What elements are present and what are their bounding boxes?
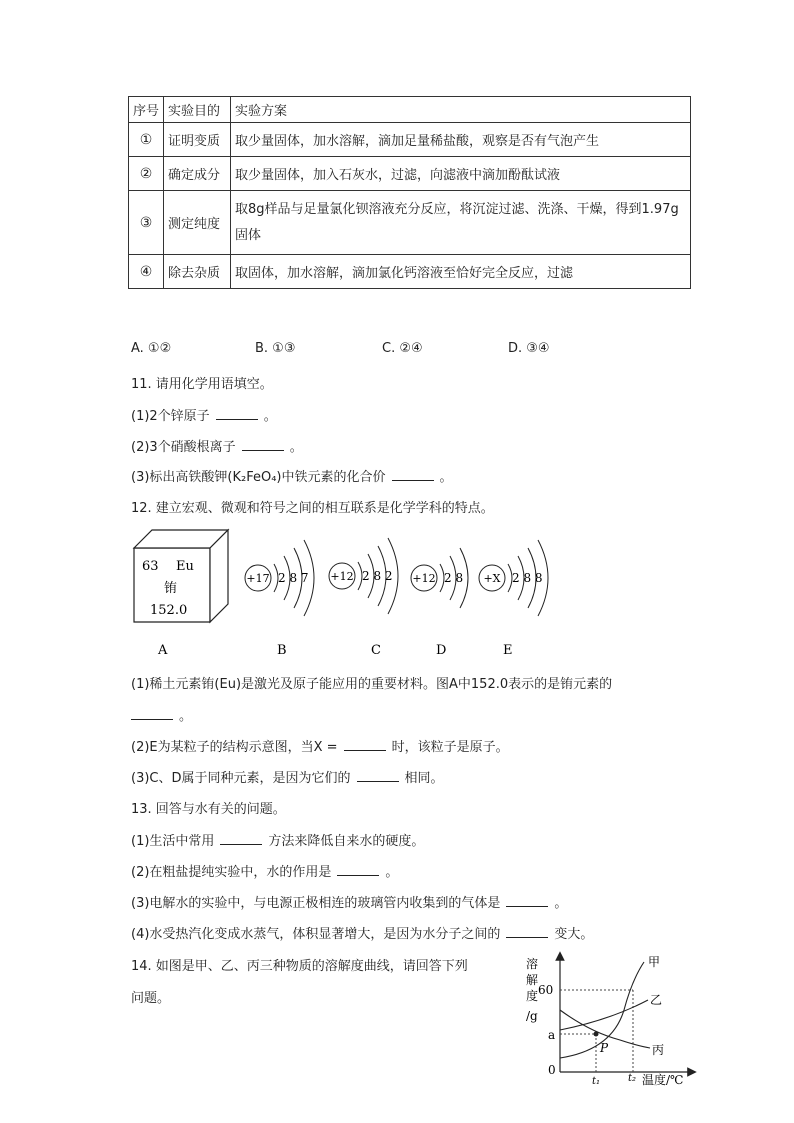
atom-structure-d	[411, 548, 468, 608]
period: 。	[289, 440, 303, 455]
option-a[interactable]: A. ①②	[131, 341, 172, 356]
period: 。	[263, 409, 277, 424]
q13-item-4-tail: 变大。	[554, 927, 594, 942]
atom-structure-b	[245, 540, 314, 616]
x-label: 温度/℃	[642, 1073, 684, 1087]
row-plan: 取8g样品与足量氯化钡溶液充分反应，将沉淀过滤、洗涤、干燥，得到1.97g固体	[231, 191, 691, 255]
option-c[interactable]: C. ②④	[382, 341, 423, 356]
x-tick: t₂	[628, 1073, 637, 1084]
header-cell: 序号	[129, 97, 164, 123]
y-label-char: 解	[526, 973, 539, 987]
row-number: ④	[129, 255, 164, 289]
row-aim: 测定纯度	[164, 191, 231, 255]
q13-title: 13. 回答与水有关的问题。	[131, 802, 286, 817]
q12-item-3-text: (3)C、D属于同种元素，是因为它们的	[131, 771, 351, 786]
answer-blank[interactable]	[506, 894, 548, 907]
q11-item-2	[131, 436, 303, 455]
y-label-char: 度	[526, 989, 539, 1003]
row-number: ①	[129, 123, 164, 157]
answer-blank[interactable]	[216, 407, 258, 420]
q11-item-2-text: (2)3个硝酸根离子	[131, 440, 236, 455]
row-aim: 确定成分	[164, 157, 231, 191]
answer-blank[interactable]	[337, 863, 379, 876]
element-card	[134, 530, 228, 622]
element-name: 铕	[164, 581, 178, 596]
nucleus-charge: +X	[483, 572, 501, 585]
row-number: ②	[129, 157, 164, 191]
table-row	[129, 255, 691, 289]
row-plan: 取少量固体，加水溶解，滴加足量稀盐酸，观察是否有气泡产生	[231, 123, 691, 157]
figure-label-b: B	[277, 643, 287, 658]
period: 。	[385, 865, 399, 880]
q11-item-1	[131, 405, 277, 424]
row-aim: 证明变质	[164, 123, 231, 157]
element-mass: 152.0	[150, 603, 188, 618]
option-b[interactable]: B. ①③	[255, 341, 296, 356]
answer-blank[interactable]	[242, 438, 284, 451]
header-cell: 实验方案	[231, 97, 691, 123]
nucleus-charge: +17	[246, 572, 270, 585]
q11-item-3	[131, 466, 453, 485]
answer-blank[interactable]	[506, 925, 548, 938]
figure-label-c: C	[371, 643, 381, 658]
table-row	[129, 191, 691, 255]
q14-line-1: 14. 如图是甲、乙、丙三种物质的溶解度曲线，请回答下列	[131, 959, 468, 974]
electron-shells: 2 8 7	[278, 571, 309, 585]
q12-item-2-text: (2)E为某粒子的结构示意图，当X =	[131, 740, 338, 755]
period: 。	[554, 896, 568, 911]
curve-label: 丙	[652, 1043, 665, 1057]
point-label: P	[600, 1041, 609, 1055]
q12-figure	[128, 524, 568, 664]
nucleus-charge: +12	[412, 572, 436, 585]
atom-structure-e	[479, 540, 548, 616]
electron-shells: 2 8 8	[512, 571, 543, 585]
period: 。	[439, 470, 453, 485]
atom-structure-c	[329, 538, 398, 614]
row-plan: 取固体，加水溶解，滴加氯化钙溶液至恰好完全反应，过滤	[231, 255, 691, 289]
q13-item-3-text: (3)电解水的实验中，与电源正极相连的玻璃管内收集到的气体是	[131, 896, 501, 911]
answer-blank[interactable]	[357, 769, 399, 782]
answer-blank[interactable]	[392, 468, 434, 481]
y-tick: 0	[548, 1063, 556, 1077]
header-cell: 实验目的	[164, 97, 231, 123]
q11-title: 11. 请用化学用语填空。	[131, 377, 273, 392]
answer-blank[interactable]	[344, 738, 386, 751]
row-aim: 除去杂质	[164, 255, 231, 289]
y-tick: a	[548, 1028, 556, 1042]
y-label-char: /g	[526, 1009, 538, 1023]
option-d[interactable]: D. ③④	[508, 341, 550, 356]
element-number: 63	[142, 559, 159, 574]
q13-item-3	[131, 892, 567, 911]
x-tick: t₁	[592, 1076, 601, 1087]
table-row	[129, 157, 691, 191]
figure-label-d: D	[436, 643, 447, 658]
experiment-table	[128, 96, 691, 289]
answer-blank[interactable]	[131, 707, 173, 720]
y-tick: 60	[538, 983, 554, 997]
table-header-row	[129, 97, 691, 123]
element-symbol: Eu	[176, 559, 194, 574]
table-row	[129, 123, 691, 157]
curve-label: 乙	[650, 993, 663, 1007]
intersection-point	[594, 1032, 599, 1037]
electron-shells: 2 8 2	[362, 569, 393, 583]
q12-item-1-cont	[131, 705, 192, 724]
q13-item-2-text: (2)在粗盐提纯实验中，水的作用是	[131, 865, 332, 880]
electron-shells: 2 8	[444, 571, 464, 585]
curve-label: 甲	[648, 955, 661, 969]
row-number: ③	[129, 191, 164, 255]
figure-label-e: E	[503, 643, 513, 658]
q14-line-2: 问题。	[131, 991, 171, 1006]
q12-item-3	[131, 767, 444, 786]
q11-item-3-text: (3)标出高铁酸钾(K₂FeO₄)中铁元素的化合价	[131, 470, 386, 485]
q13-item-2	[131, 861, 398, 880]
q12-item-2-tail: 时，该粒子是原子。	[391, 740, 509, 755]
q12-item-2	[131, 736, 509, 755]
q13-item-1	[131, 830, 424, 849]
y-label-char: 溶	[526, 957, 539, 971]
q13-item-1-tail: 方法来降低自来水的硬度。	[268, 834, 425, 849]
solubility-graph	[520, 950, 705, 1090]
q13-item-1-text: (1)生活中常用	[131, 834, 215, 849]
nucleus-charge: +12	[330, 570, 354, 583]
q12-item-1: (1)稀土元素铕(Eu)是激光及原子能应用的重要材料。图A中152.0表示的是铕元素的	[131, 677, 613, 692]
row-plan: 取少量固体，加入石灰水，过滤，向滤液中滴加酚酞试液	[231, 157, 691, 191]
q12-title: 12. 建立宏观、微观和符号之间的相互联系是化学学科的特点。	[131, 501, 494, 516]
q12-item-3-tail: 相同。	[404, 771, 444, 786]
answer-blank[interactable]	[220, 832, 262, 845]
figure-label-a: A	[158, 643, 168, 658]
q13-item-4	[131, 923, 593, 942]
q13-item-4-text: (4)水受热汽化变成水蒸气，体积显著增大，是因为水分子之间的	[131, 927, 501, 942]
q11-item-1-text: (1)2个锌原子	[131, 409, 210, 424]
curve-yi	[560, 1000, 648, 1030]
period: 。	[179, 709, 193, 724]
